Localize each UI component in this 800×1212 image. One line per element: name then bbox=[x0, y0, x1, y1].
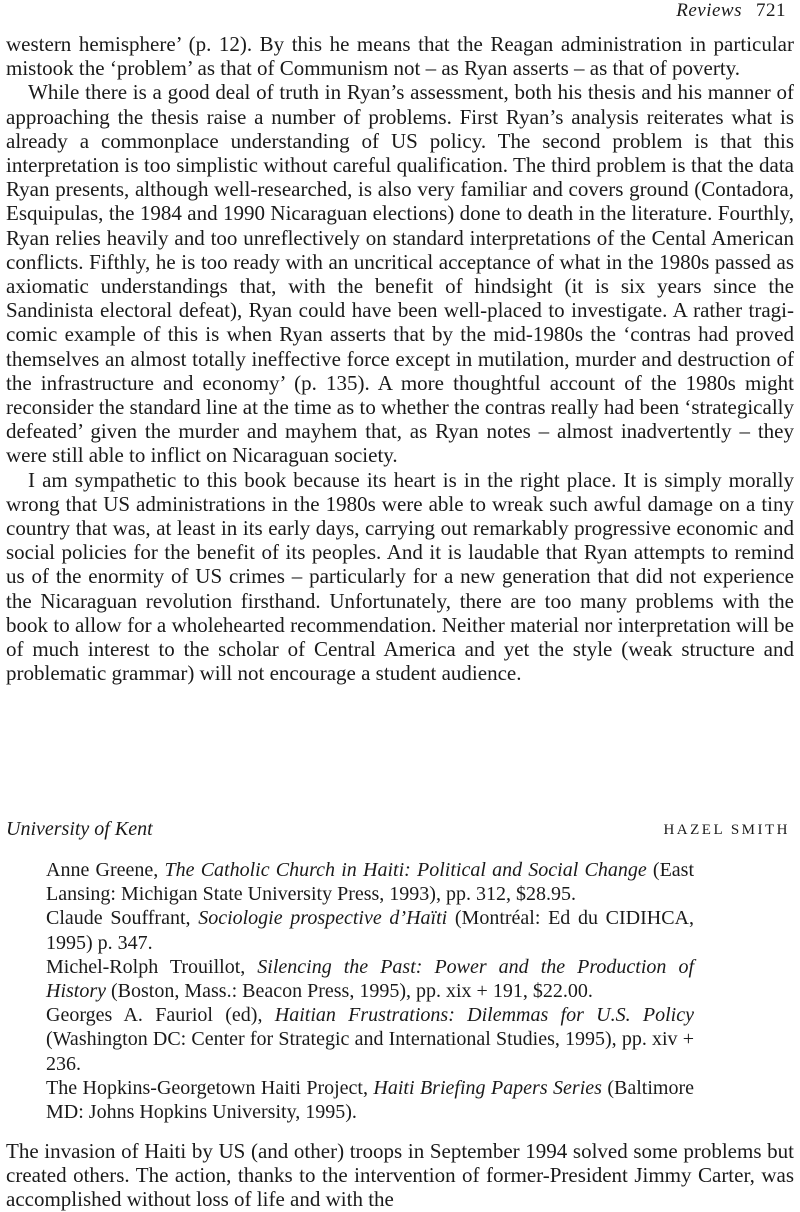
books-reviewed-list bbox=[46, 858, 694, 1124]
book-entry bbox=[46, 858, 694, 906]
paragraph-conclusion: I am sympathetic to this book because its heart is in the right place. It is simply morally wrong that US administrations in the 1980s were able to wreak such awful damage on a tiny country that was, at least in its early days, carrying out remarkably progressive economic and social policies for the benefit of its peoples. And it is laudable that Ryan attempts to remind us of the enormity of US crimes – particularly for a new generation that did not experience the Nicaraguan revolution firsthand. Unfortunately, there are too many problems with the book to allow for a wholehearted recommendation. Neither material nor interpretation will be of much interest to the scholar of Central America and yet the style (weak structure and problematic grammar) will not encourage a student audience. bbox=[6, 467, 794, 686]
book-details: (Baltimore MD: Johns Hopkins University, 1995). bbox=[46, 1076, 694, 1124]
book-author: Michel-Rolph Trouillot, bbox=[46, 955, 258, 978]
review-body bbox=[6, 32, 794, 685]
book-entry bbox=[46, 906, 694, 954]
book-author: Georges A. Fauriol (ed), bbox=[46, 1004, 275, 1027]
reviewer-name: HAZEL SMITH bbox=[663, 822, 790, 838]
book-details: (Washington DC: Center for Strategic and International Studies, 1995), pp. xiv + 236. bbox=[46, 1028, 694, 1075]
paragraph-assessment: While there is a good deal of truth in Ryan’s assessment, both his thesis and his manner of approaching the thesis raise a number of problems. First Ryan’s analysis reiterates what is already a commonplace understanding of US policy. The second problem is that this interpretation is too simplistic without careful qualification. The third problem is that the data Ryan presents, although well-researched, is also very familiar and covers ground (Contadora, Esquipulas, the 1984 and 1990 Nicaraguan elections) done to death in the literature. Fourthly, Ryan relies heavily and too unreflectively on standard interpretations of the Cental American conflicts. Fifthly, he is too ready with an uncritical acceptance of what in the 1980s passed as axiomatic understandings that, with the benefit of hindsight (it is six years since the Sandinista electoral defeat), Ryan could have been well-placed to investigate. A rather tragi-comic example of this is when Ryan asserts that by the mid-1980s the ‘contras had proved themselves an almost totally ineffective force except in mutilation, murder and destruction of the infrastructure and economy’ (p. 135). A more thoughtful account of the 1980s might reconsider the standard line at the time as to whether the contras really had been ‘strategically defeated’ given the murder and mayhem that, as Ryan notes – almost inadvertently – they were still able to inflict on Nicaraguan society. bbox=[6, 80, 794, 468]
book-title: Haiti Briefing Papers Series bbox=[373, 1076, 602, 1099]
book-title: The Catholic Church in Haiti: Political and Social Change bbox=[164, 859, 647, 881]
book-title: Silencing the Past: Power and the Production of History bbox=[46, 955, 694, 1003]
affiliation: University of Kent bbox=[6, 818, 153, 840]
book-entry bbox=[46, 1076, 694, 1124]
book-author: Anne Greene, bbox=[46, 859, 165, 881]
book-title: Sociologie prospective d’Haïti bbox=[198, 907, 448, 930]
book-details: (Montréal: Ed du CIDIHCA, 1995) p. 347. bbox=[46, 907, 694, 954]
book-author: The Hopkins-Georgetown Haiti Project, bbox=[46, 1076, 374, 1099]
next-review-body bbox=[6, 1139, 794, 1212]
book-entry bbox=[46, 1003, 694, 1076]
paragraph-haiti-intro: The invasion of Haiti by US (and other) troops in September 1994 solved some problems but created others. The action, thanks to the intervention of former-President Jimmy Carter, was accomplished without loss of life and with the bbox=[6, 1139, 794, 1212]
book-details: (Boston, Mass.: Beacon Press, 1995), pp. xix + 191, $22.00. bbox=[106, 980, 593, 1003]
paragraph-continuation: western hemisphere’ (p. 12). By this he means that the Reagan administration in particular mistook the ‘problem’ as that of Communism not – as Ryan asserts – as that of poverty. bbox=[6, 32, 794, 81]
book-author: Claude Souffrant, bbox=[46, 907, 199, 930]
page-number: 721 bbox=[756, 0, 786, 21]
running-header bbox=[676, 0, 786, 22]
review-signature bbox=[6, 818, 790, 841]
book-entry bbox=[46, 955, 694, 1003]
book-title: Haitian Frustrations: Dilemmas for U.S. Policy bbox=[274, 1004, 694, 1027]
book-details: (East Lansing: Michigan State University Press, 1993), pp. 312, $28.95. bbox=[46, 859, 695, 906]
header-title: Reviews bbox=[676, 0, 742, 21]
